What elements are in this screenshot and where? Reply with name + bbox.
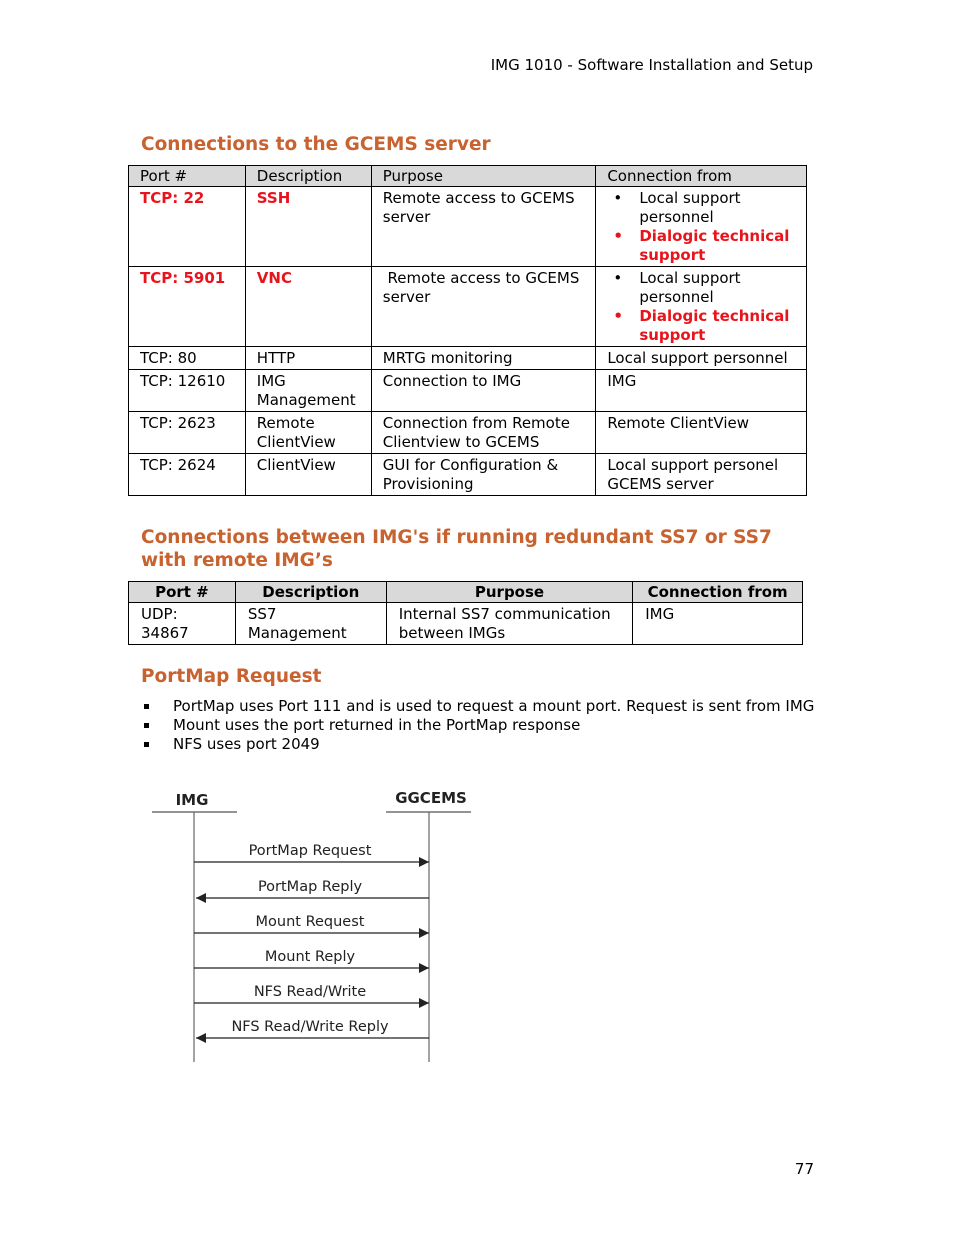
list-item: • Local support personnel: [639, 189, 795, 227]
cell-connection-from: [596, 187, 807, 267]
table-row: [129, 454, 807, 496]
message-label: NFS Read/Write: [253, 984, 367, 1000]
message-label: Mount Reply: [264, 949, 356, 965]
cell-port: TCP: 2623: [129, 412, 246, 454]
table-row: [129, 187, 807, 267]
list-item: Mount uses the port returned in the PortMap response: [141, 716, 821, 735]
cell-connection-from: Local support personnel: [596, 347, 807, 370]
message-label: Mount Request: [255, 914, 365, 930]
actor-gcems-label: GGCEMS: [395, 789, 467, 807]
table-row: [129, 370, 807, 412]
col-header: Description: [245, 166, 371, 187]
section-title-ss7-connections: [141, 526, 772, 572]
list-item: • Local support personnel: [639, 269, 795, 307]
cell-purpose: Remote access to GCEMS server: [371, 187, 596, 267]
cell-connection-from: Local support personel GCEMS server: [596, 454, 807, 496]
cell-connection-from: Remote ClientView: [596, 412, 807, 454]
cell-connection-from: IMG: [596, 370, 807, 412]
col-header: Connection from: [633, 582, 803, 603]
cell-port: TCP: 2624: [129, 454, 246, 496]
message-label: NFS Read/Write Reply: [231, 1019, 389, 1035]
cell-purpose: Connection from Remote Clientview to GCEMS: [371, 412, 596, 454]
ss7-connections-table: [128, 581, 803, 645]
cell-port: TCP: 5901: [129, 267, 246, 347]
cell-purpose: Connection to IMG: [371, 370, 596, 412]
page-number: 77: [794, 1160, 814, 1178]
col-header: Port #: [129, 166, 246, 187]
cell-purpose: MRTG monitoring: [371, 347, 596, 370]
cell-purpose: Remote access to GCEMS server: [371, 267, 596, 347]
list-item: PortMap uses Port 111 and is used to request a mount port. Request is sent from IMG: [141, 697, 821, 716]
cell-purpose: Internal SS7 communication between IMGs: [386, 603, 633, 645]
table-row: [129, 267, 807, 347]
table-row: [129, 347, 807, 370]
cell-description: HTTP: [245, 347, 371, 370]
table-header-row: [129, 582, 803, 603]
title-line: Connections between IMG's if running redundant SS7 or SS7: [141, 527, 772, 548]
col-header: Purpose: [386, 582, 633, 603]
cell-port: TCP: 80: [129, 347, 246, 370]
table-row: [129, 603, 803, 645]
cell-purpose: GUI for Configuration & Provisioning: [371, 454, 596, 496]
cell-port: TCP: 22: [129, 187, 246, 267]
gcems-connections-table: [128, 165, 807, 496]
col-header: Port #: [129, 582, 236, 603]
cell-description: SSH: [245, 187, 371, 267]
cell-description: Remote ClientView: [245, 412, 371, 454]
cell-description: VNC: [245, 267, 371, 347]
list-item: • Dialogic technical support: [639, 227, 795, 265]
cell-description: SS7 Management: [235, 603, 386, 645]
cell-description: IMG Management: [245, 370, 371, 412]
col-header: Connection from: [596, 166, 807, 187]
portmap-sequence-diagram: [140, 780, 480, 1070]
col-header: Purpose: [371, 166, 596, 187]
actor-img-label: IMG: [175, 791, 209, 809]
portmap-bullet-list: [141, 697, 821, 754]
cell-port: UDP: 34867: [129, 603, 236, 645]
title-line: with remote IMG’s: [141, 550, 333, 571]
list-item: • Dialogic technical support: [639, 307, 795, 345]
col-header: Description: [235, 582, 386, 603]
table-row: [129, 412, 807, 454]
running-header: IMG 1010 - Software Installation and Setup: [490, 56, 813, 74]
list-item: NFS uses port 2049: [141, 735, 821, 754]
section-title-gcems-connections: Connections to the GCEMS server: [141, 134, 491, 155]
cell-connection-from: [596, 267, 807, 347]
cell-connection-from: IMG: [633, 603, 803, 645]
message-label: PortMap Reply: [257, 879, 363, 895]
cell-port: TCP: 12610: [129, 370, 246, 412]
section-title-portmap: PortMap Request: [141, 666, 322, 687]
table-header-row: [129, 166, 807, 187]
message-label: PortMap Request: [248, 843, 372, 859]
cell-description: ClientView: [245, 454, 371, 496]
